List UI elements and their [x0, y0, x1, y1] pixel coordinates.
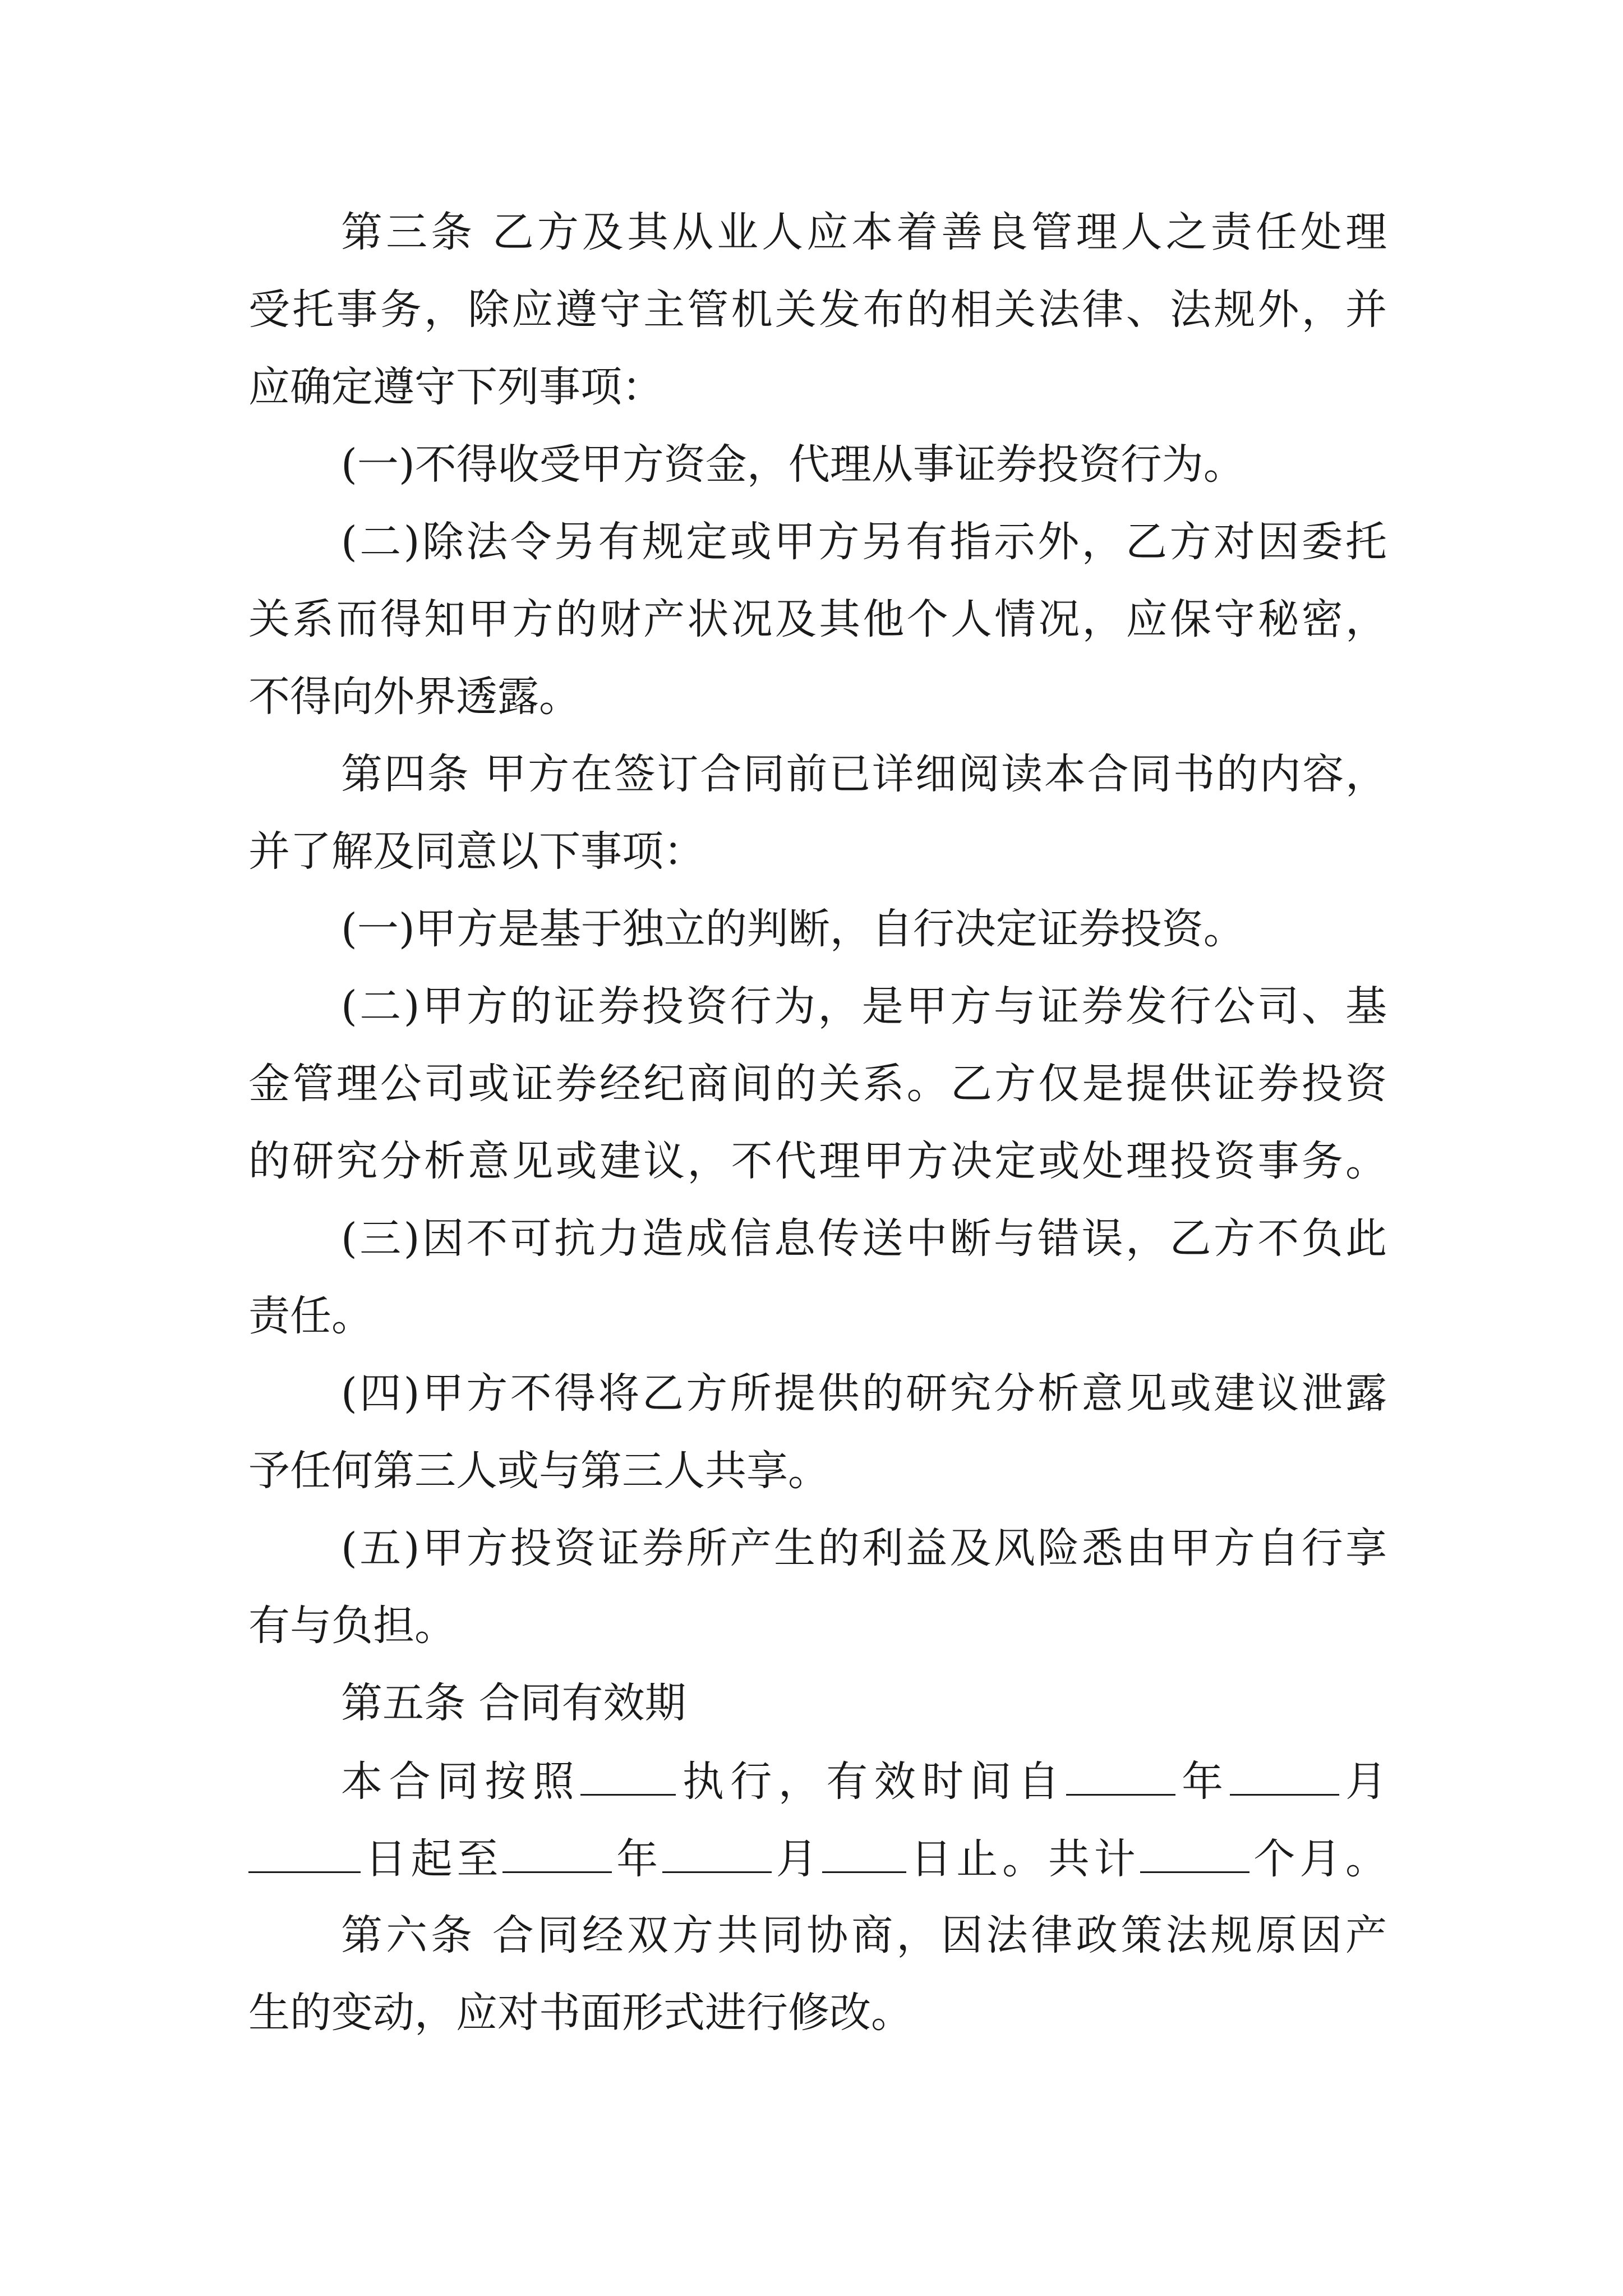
end-month-blank[interactable]: [662, 1832, 772, 1873]
execution-basis-blank[interactable]: [580, 1755, 676, 1796]
article-3-item-2-line-2: 关系而得知甲方的财产状况及其他个人情况，应保守秘密，: [248, 595, 1387, 643]
article-5-heading: 第五条 合同有效期: [341, 1679, 686, 1727]
term-text-3: 年: [1175, 1757, 1230, 1806]
article-4-item-4-line-1: (四)甲方不得将乙方所提供的研究分析意见或建议泄露: [341, 1369, 1387, 1418]
document-body: [248, 206, 1387, 2064]
end-day-blank[interactable]: [822, 1832, 906, 1873]
term2-text-5: 个月。: [1249, 1835, 1387, 1883]
contract-term-line-2: [248, 1832, 1387, 1884]
term-text-4: 月: [1339, 1757, 1387, 1806]
start-day-blank[interactable]: [248, 1832, 361, 1873]
article-4-item-3-line-2: 责任。: [248, 1292, 373, 1340]
article-3-line-3: 应确定遵守下列事项：: [248, 363, 663, 411]
term2-text-1: 日起至: [361, 1835, 503, 1883]
article-4-item-2-line-2: 金管理公司或证券经纪商间的关系。乙方仅是提供证券投资: [248, 1060, 1387, 1108]
term-text-1: 本合同按照: [341, 1757, 581, 1806]
term-text-2: 执行，有效时间自: [676, 1757, 1066, 1806]
article-3-item-2-line-3: 不得向外界透露。: [248, 673, 580, 721]
end-year-blank[interactable]: [502, 1832, 612, 1873]
article-4-item-3-line-1: (三)因不可抗力造成信息传送中断与错误，乙方不负此: [341, 1214, 1387, 1263]
article-6-line-2: 生的变动，应对书面形式进行修改。: [248, 1989, 912, 2037]
article-3-heading-line: 第三条 乙方及其从业人应本着善良管理人之责任处理: [341, 208, 1387, 256]
article-4-item-4-line-2: 予任何第三人或与第三人共享。: [248, 1447, 829, 1495]
article-3-item-2-line-1: (二)除法令另有规定或甲方另有指示外，乙方对因委托: [341, 518, 1387, 566]
start-month-blank[interactable]: [1230, 1755, 1339, 1796]
term2-text-3: 月: [771, 1835, 822, 1883]
term2-text-4: 日止。共计: [906, 1835, 1140, 1883]
article-3-line-2: 受托事务，除应遵守主管机关发布的相关法律、法规外，并: [248, 286, 1387, 334]
contract-term-line-1: [248, 1755, 1387, 1806]
article-6-line-1: 第六条 合同经双方共同协商，因法律政策法规原因产: [341, 1911, 1387, 1959]
article-4-item-5-line-1: (五)甲方投资证券所产生的利益及风险悉由甲方自行享: [341, 1524, 1387, 1572]
total-months-blank[interactable]: [1140, 1832, 1249, 1873]
article-4-item-1: (一)甲方是基于独立的判断，自行决定证券投资。: [341, 905, 1245, 953]
term2-text-2: 年: [612, 1835, 662, 1883]
article-3-item-1: (一)不得收受甲方资金，代理从事证券投资行为。: [341, 440, 1245, 489]
article-4-heading-line: 第四条 甲方在签订合同前已详细阅读本合同书的内容，: [341, 750, 1387, 798]
article-4-item-5-line-2: 有与负担。: [248, 1602, 456, 1650]
article-4-item-2-line-3: 的研究分析意见或建议，不代理甲方决定或处理投资事务。: [248, 1137, 1387, 1185]
article-4-item-2-line-1: (二)甲方的证券投资行为，是甲方与证券发行公司、基: [341, 982, 1387, 1030]
article-4-line-2: 并了解及同意以下事项：: [248, 827, 705, 876]
start-year-blank[interactable]: [1066, 1755, 1175, 1796]
